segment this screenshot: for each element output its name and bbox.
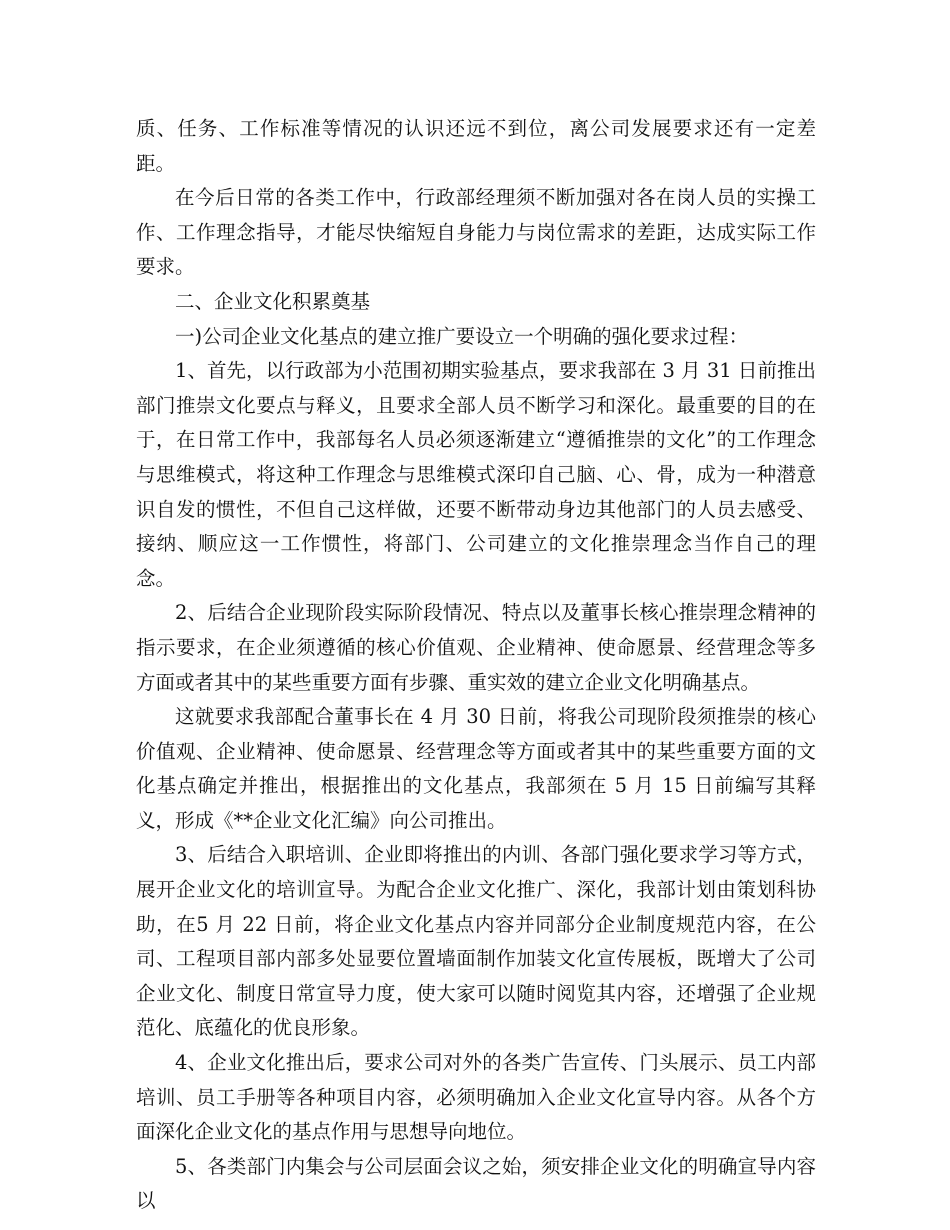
paragraph-requirements: 这就要求我部配合董事长在 4 月 30 日前，将我公司现阶段须推崇的核心价值观、企业精神、使命愿景、经营理念等方面或者其中的某些重要方面的文化基点确定并推出，根据推出的文化基点，我部须在 5 月 15 日前编写其释义，形成《**企业文化汇编》向公司推出。 <box>136 705 816 832</box>
section-heading: 二、企业文化积累奠基 <box>175 289 371 313</box>
paragraph-2: 在今后日常的各类工作中，行政部经理须不断加强对各在岗人员的实操工作、工作理念指导，才能尽快缩短自身能力与岗位需求的差距，达成实际工作要求。 <box>136 186 816 279</box>
list-item-1: 1、首先，以行政部为小范围初期实验基点，要求我部在 3 月 31 日前推出部门推崇文化要点与释义，且要求全部人员不断学习和深化。最重要的目的在于，在日常工作中，我部每名人员必须逐渐建立“遵循推崇的文化”的工作理念与思维模式，将这种工作理念与思维模式深印自己脑、心、骨，成为一种潜意识自发的惯性，不但自己这样做，还要不断带动身边其他部门的人员去感受、接纳、顺应这一工作惯性，将部门、公司建立的文化推崇理念当作自己的理念。 <box>136 359 816 590</box>
list-item-4: 4、企业文化推出后，要求公司对外的各类广告宣传、门头展示、员工内部培训、员工手册等各种项目内容，必须明确加入企业文化宣导内容。从各个方面深化企业文化的基点作用与思想导向地位。 <box>136 1051 816 1144</box>
paragraph-1: 质、任务、工作标准等情况的认识还远不到位，离公司发展要求还有一定差距。 <box>136 117 816 175</box>
list-item-3: 3、后结合入职培训、企业即将推出的内训、各部门强化要求学习等方式，展开企业文化的培训宣导。为配合企业文化推广、深化，我部计划由策划科协助，在5 月 22 日前，将企业文化基点内容并同部分企业制度规范内容，在公司、工程项目部内部多处显要位置墙面制作加装文化宣传展板，既增大了公司企业文化、制度日常宣导力度，使大家可以随时阅览其内容，还增强了企业规范化、底蕴化的优良形象。 <box>136 843 816 1040</box>
list-item-2: 2、后结合企业现阶段实际阶段情况、特点以及董事长核心推崇理念精神的指示要求，在企业须遵循的核心价值观、企业精神、使命愿景、经营理念等多方面或者其中的某些重要方面有步骤、重实效的建立企业文化明确基点。 <box>136 601 816 694</box>
subsection-heading: 一)公司企业文化基点的建立推广要设立一个明确的强化要求过程： <box>175 324 749 348</box>
document-body <box>136 112 816 1219</box>
list-item-5: 5、各类部门内集会与公司层面会议之始，须安排企业文化的明确宣导内容以 <box>136 1154 816 1213</box>
